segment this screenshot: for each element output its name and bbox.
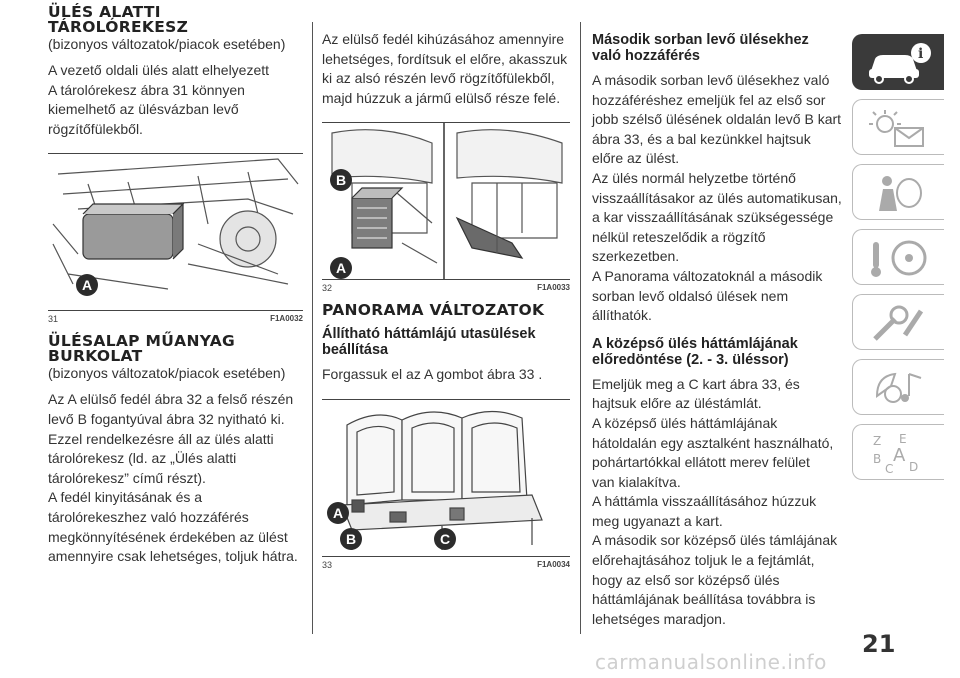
section-title-panorama: PANORAMA VÁLTOZATOK: [322, 301, 545, 320]
tab-airbag-safety[interactable]: [852, 164, 944, 220]
heading-second-row-access: Második sorban levő ülésekhez való hozzáférés: [592, 32, 809, 64]
heading-middle-backrest: A középső ülés háttámlájának előredöntése (2. - 3. üléssor): [592, 335, 798, 368]
tab-service-tools[interactable]: [852, 294, 944, 350]
svg-text:C: C: [885, 462, 894, 475]
figure-32-caption: 32 F1A0033: [322, 283, 570, 294]
tab-car-info[interactable]: [852, 34, 944, 90]
callout-b: B: [340, 528, 362, 550]
svg-text:B: B: [873, 452, 882, 466]
chapter-tab-sidebar: [852, 34, 960, 489]
column-2: [322, 0, 570, 570]
svg-text:i: i: [918, 46, 924, 62]
paragraph-knob-a: Forgassuk el az A gombot ábra 33 .: [322, 366, 543, 383]
callout-a: A: [76, 274, 98, 296]
watermark-text: carmanualsonline.info: [595, 650, 827, 674]
paragraph-second-row-access: A második sorban levő ülésekhez való hozzáféréshez emeljük fel az első sor jobb szélső ülésének oldalán levő B kart ábra 33, és a bal kezünkkel hajtsuk előre az ülést. Az ülés normál helyzetbe történő visszaállításakor az ülés automatikusan, a kar visszaállításának szükségessége nélkül reteszelődik a rögzítő szerkezetben. A Panorama változatoknál a második sorban levő oldalsó ülések nem állíthatók.: [592, 72, 842, 324]
figure-33: [322, 399, 570, 557]
index-letters-icon: [865, 431, 935, 475]
figure-31-caption: 31 F1A0032: [48, 314, 303, 325]
warning-lights-icon: [865, 106, 935, 150]
tab-multimedia[interactable]: [852, 359, 944, 415]
callout-c: C: [434, 528, 456, 550]
paragraph-seat-base-cover: Az A elülső fedél ábra 32 a felső részén levő B fogantyúval ábra 32 nyitható ki. Ezzel rendelkezésre áll az ülés alatti tárolórekesz (ld. az „Ülés alatti tárolórekesz” című részt). A fedél kinyitásának és a tárolórekeszhez való hozzáférés megkönnyítésének érdekében az ülést amennyire csak lehetséges, toljuk hátra.: [48, 391, 298, 565]
svg-text:D: D: [909, 460, 919, 474]
page-number: 21: [862, 630, 896, 658]
tab-steering-key[interactable]: [852, 229, 944, 285]
svg-text:Z: Z: [873, 434, 882, 448]
paragraph-under-seat-storage: A vezető oldali ülés alatt elhelyezett A tárolórekesz ábra 31 könnyen kiemelhető az ülésvázban levő rögzítőfülekből.: [48, 62, 270, 137]
car-info-icon: [865, 41, 935, 85]
figure-33-caption: 33 F1A0034: [322, 559, 570, 570]
paragraph-front-cover-removal: Az elülső fedél kihúzásához amennyire lehetséges, fordítsuk el előre, akasszuk ki az alsó részén levő rögzítőfülekből, majd húzzuk a jármű elülső része felé.: [322, 31, 568, 106]
paragraph-middle-backrest: Emeljük meg a C kart ábra 33, és hajtsuk előre az üléstámlát. A középső ülés háttámlájának hátoldalán egy asztalként használható, pohártartókkal ellátott merev felület van kialakítva. A háttámla visszaállításához húzzuk meg ugyanazt a kart. A második sor középső ülés támlájának előrehajtásához toljuk le a fejtámlát, hogy az első sor középső ülés háttámlájának beállítása továbbra is lehetséges maradjon.: [592, 375, 838, 627]
section-subtitle: (bizonyos változatok/piacok esetében): [48, 365, 286, 382]
heading-adjustable-seats: Állítható háttámlájú utasülések beállítása: [322, 326, 536, 359]
section-subtitle: (bizonyos változatok/piacok esetében): [48, 36, 286, 52]
callout-a: A: [327, 502, 349, 524]
tab-index[interactable]: [852, 424, 944, 480]
figure-32: [322, 122, 570, 280]
column-divider: [580, 22, 581, 634]
steering-key-icon: [865, 236, 935, 280]
section-title-seat-base-cover: ÜLÉSALAP MŰANYAG BURKOLAT: [48, 332, 236, 366]
section-title-under-seat-storage: ÜLÉS ALATTI TÁROLÓREKESZ: [48, 3, 189, 36]
callout-b: B: [330, 169, 352, 191]
column-divider: [312, 22, 313, 634]
column-3: [592, 0, 842, 629]
callout-a: A: [330, 257, 352, 279]
seat-cover-illustration: [322, 123, 570, 280]
figure-31: [48, 153, 303, 311]
svg-text:E: E: [899, 432, 907, 446]
service-tools-icon: [865, 301, 935, 345]
tab-warning-lights[interactable]: [852, 99, 944, 155]
airbag-safety-icon: [865, 171, 935, 215]
multimedia-icon: [865, 366, 935, 410]
svg-text:A: A: [893, 445, 906, 466]
column-1: [48, 0, 303, 567]
